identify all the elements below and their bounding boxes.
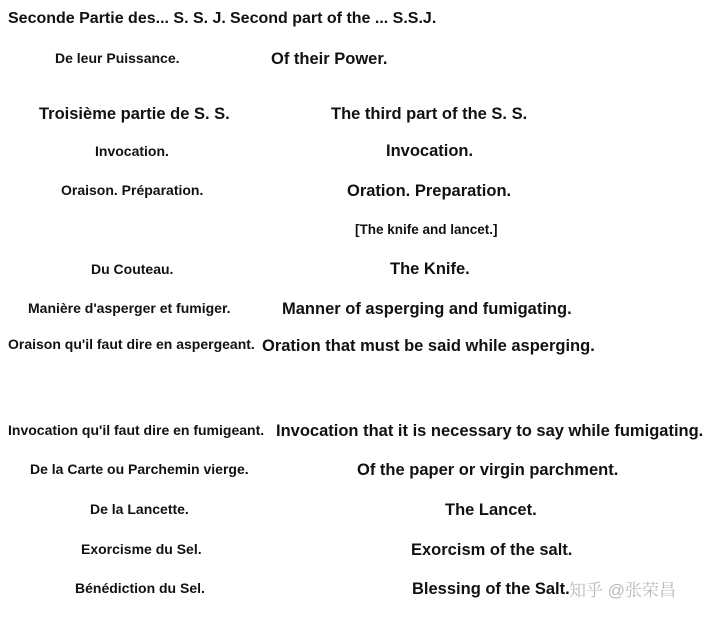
header-french: Seconde Partie des... S. S. J.: [8, 10, 226, 27]
row-fr: Troisième partie de S. S.: [39, 105, 230, 123]
row-en: Of their Power.: [271, 50, 388, 68]
header-english: Second part of the ... S.S.J.: [230, 10, 437, 27]
row-fr: Invocation.: [95, 143, 169, 159]
row-fr: Du Couteau.: [91, 261, 174, 277]
row-fr: Invocation qu'il faut dire en fumigeant.: [8, 422, 265, 438]
row-fr: Oraison. Préparation.: [61, 182, 204, 198]
row-fr: De la Carte ou Parchemin vierge.: [30, 461, 249, 477]
row-en: Oration. Preparation.: [347, 182, 512, 200]
row-en: The Knife.: [390, 260, 470, 278]
row-fr: Bénédiction du Sel.: [75, 580, 205, 596]
row-en: Invocation.: [386, 142, 474, 160]
row-en: Oration that must be said while asperging.: [262, 337, 595, 355]
row-en: The Lancet.: [445, 501, 537, 519]
row-fr: De la Lancette.: [90, 501, 189, 517]
row-en: [The knife and lancet.]: [355, 222, 498, 237]
row-en: Blessing of the Salt.: [412, 580, 570, 598]
row-fr: De leur Puissance.: [55, 50, 180, 66]
row-en: Exorcism of the salt.: [411, 541, 573, 559]
row-en: The third part of the S. S.: [331, 105, 528, 123]
row-fr: Manière d'asperger et fumiger.: [28, 300, 231, 316]
row-fr: Exorcisme du Sel.: [81, 541, 202, 557]
row-fr: Oraison qu'il faut dire en aspergeant.: [8, 336, 255, 352]
row-en: Invocation that it is necessary to say while fumigating.: [276, 422, 704, 440]
row-en: Of the paper or virgin parchment.: [357, 461, 619, 479]
watermark-text: 知乎 @张荣昌: [569, 581, 676, 600]
row-en: Manner of asperging and fumigating.: [282, 300, 572, 318]
